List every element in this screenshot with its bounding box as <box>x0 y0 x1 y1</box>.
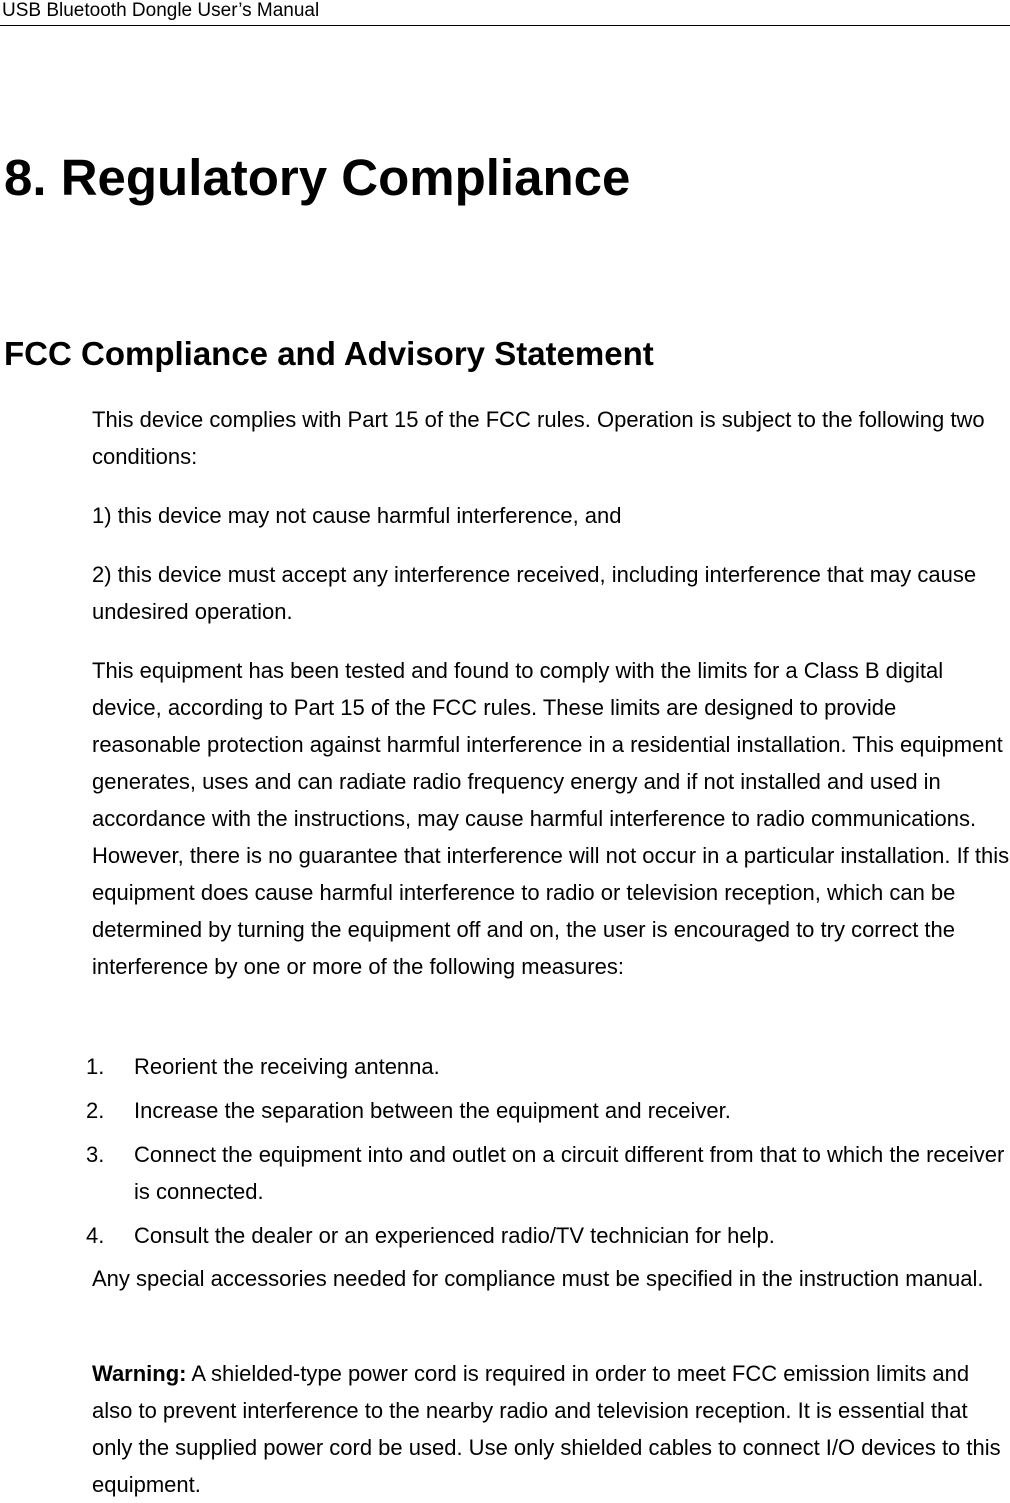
warning-label: Warning: <box>92 1361 187 1386</box>
section-title: FCC Compliance and Advisory Statement <box>4 335 654 372</box>
list-item <box>86 1092 1010 1129</box>
list-item-number: 2. <box>86 1098 105 1123</box>
list-item <box>86 1048 1010 1085</box>
measures-list <box>86 1048 1010 1261</box>
class-b-text: This equipment has been tested and found to comply with the limits for a Class B digital device, according to Part 15 of the FCC rules. These limits are designed to provide reasonable protection against harmful interference in a residential installation. This equipment generates, uses and can radiate radio frequency energy and if not installed and used in accordance with the instructions, may cause harmful interference to radio communications. However, there is no guarantee that interference will not occur in a particular installation. If this equipment does cause harmful interference to radio or television reception, which can be determined by turning the equipment off and on, the user is encouraged to try correct the interference by one or more of the following measures: <box>92 658 1010 979</box>
running-header-title: USB Bluetooth Dongle User’s Manual <box>2 0 320 21</box>
warning-paragraph <box>92 1355 1010 1503</box>
intro-text: This device complies with Part 15 of the FCC rules. Operation is subject to the following two conditions: <box>92 407 985 469</box>
condition-2-paragraph <box>92 556 1010 630</box>
condition-2-text: 2) this device must accept any interference received, including interference that may cause undesired operation. <box>92 562 977 624</box>
warning-text-block <box>92 1355 1010 1503</box>
list-item-number: 4. <box>86 1223 105 1248</box>
list-item-number: 1. <box>86 1054 105 1079</box>
list-item <box>86 1217 1010 1254</box>
accessories-paragraph <box>92 1260 1010 1297</box>
condition-1-text: 1) this device may not cause harmful interference, and <box>92 503 622 528</box>
running-header <box>0 0 1010 26</box>
list-item-text: Consult the dealer or an experienced radio/TV technician for help. <box>134 1223 775 1248</box>
list-item-text: Connect the equipment into and outlet on a circuit different from that to which the receiver is connected. <box>134 1142 1005 1204</box>
list-item-number: 3. <box>86 1142 105 1167</box>
accessories-text: Any special accessories needed for compliance must be specified in the instruction manual. <box>92 1266 984 1291</box>
list-item <box>86 1136 1010 1210</box>
chapter-title: 8. Regulatory Compliance <box>4 149 631 206</box>
warning-text: A shielded-type power cord is required in order to meet FCC emission limits and also to prevent interference to the nearby radio and television reception. It is essential that only the supplied power cord be used. Use only shielded cables to connect I/O devices to this equipment. <box>92 1361 1001 1497</box>
condition-1-paragraph <box>92 497 1010 534</box>
list-item-text: Increase the separation between the equipment and receiver. <box>134 1098 731 1123</box>
intro-paragraph <box>92 401 1010 475</box>
class-b-paragraph <box>92 652 1010 985</box>
list-item-text: Reorient the receiving antenna. <box>134 1054 440 1079</box>
